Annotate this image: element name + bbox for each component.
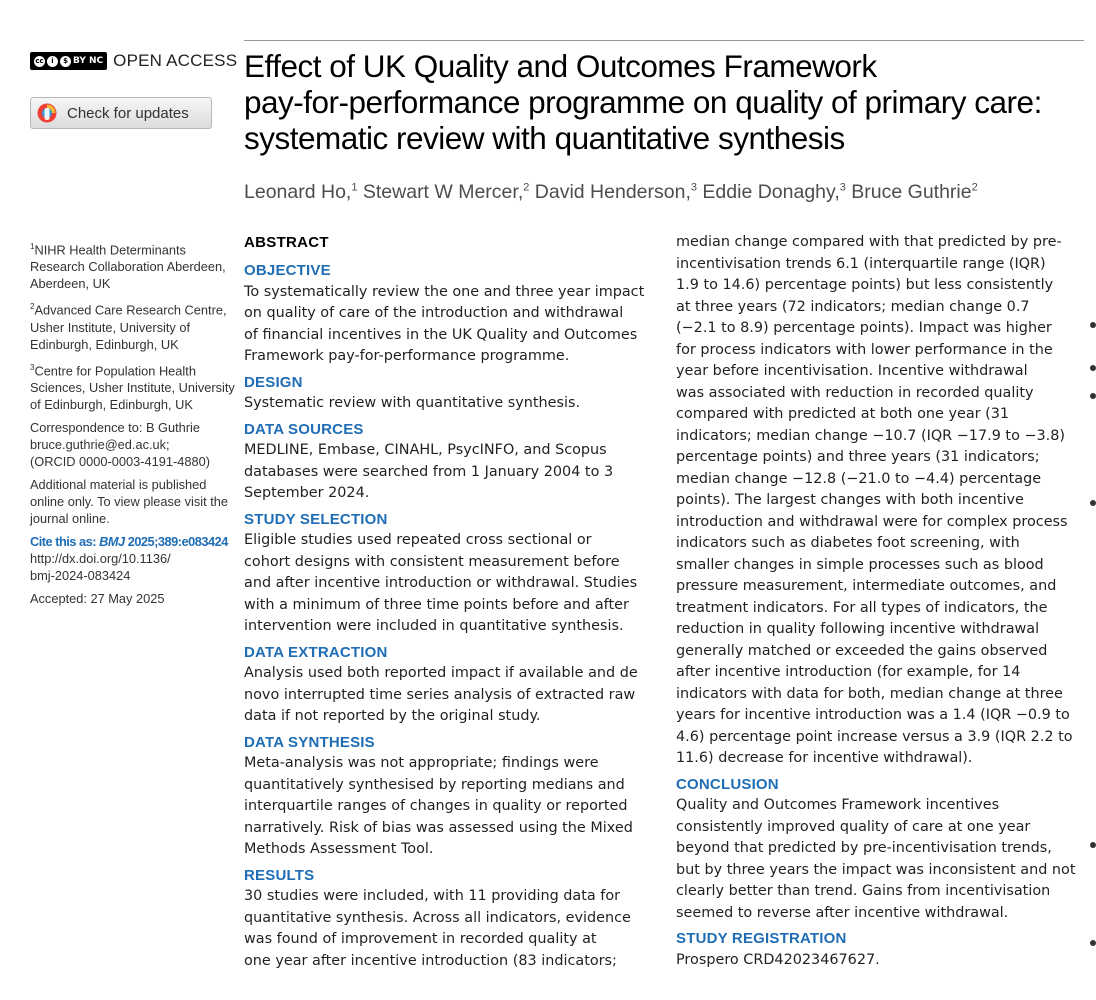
text-line: incentivisation trends 6.1 (interquartile range (IQR) [676,255,1046,272]
check-for-updates-label: Check for updates [67,104,189,122]
author-list [244,181,978,204]
edge-mark [1090,940,1096,946]
text-line: treatment indicators. For all types of indicators, the [676,599,1048,616]
section-body [244,530,654,638]
text-line: quantitative synthesis. Across all indicators, evidence [244,909,631,926]
accepted-date: Accepted: 27 May 2025 [30,590,165,606]
title-line: Effect of UK Quality and Outcomes Framework [244,48,877,84]
section-body [244,663,654,728]
text-line: percentage points) and three years (31 indicators; [676,449,1040,465]
text-line: median change compared with that predicted by pre- [676,234,1062,250]
text-line: generally matched or exceeded the gains observed [676,642,1048,659]
text-line: (−2.1 to 8.9) percentage points). Impact was higher [676,320,1052,336]
text-line: compared with predicted at both one year (31 [676,406,1010,422]
affiliation-marker: 3 [839,181,846,194]
correspondence-label: Correspondence to: [30,419,143,435]
text-line: Systematic review with quantitative synthesis. [244,395,581,411]
affiliation-marker: 2 [971,181,978,194]
section-body [244,440,654,505]
section-body [244,753,654,861]
section-body [676,795,1086,924]
text-line: on quality of care of the introduction and withdrawal [244,305,624,321]
text-line: introduction and withdrawal were for complex process [676,513,1068,530]
correspondence-name: B Guthrie [142,419,201,435]
section-body [244,393,654,415]
text-line: clearly better than trend. Gains from incentivisation [676,883,1051,899]
section-body [244,886,654,972]
correspondence [30,419,236,470]
text-line: reduction in quality following incentive withdrawal [676,621,1040,637]
doi-link[interactable]: bmj-2024-083424 [30,567,131,583]
abstract-heading: ABSTRACT [244,234,329,251]
text-line: of financial incentives in the UK Quality and Outcomes [244,326,638,343]
text-line: narratively. Risk of bias was assessed using the Mixed [244,819,633,836]
edge-mark [1090,393,1096,399]
cc-license-icon: cc i $ BY NC [30,52,107,70]
author-name: Stewart W Mercer, [357,181,524,203]
text-line: years for incentive introduction was a 1.4 (IQR −0.9 to [676,707,1070,723]
section-heading: STUDY REGISTRATION [676,930,847,947]
open-access-label: OPEN ACCESS [113,51,238,70]
text-line: consistently improved quality of care at one year [676,818,1031,835]
text-line: novo interrupted time series analysis of extracted raw [244,686,636,703]
text-line: seemed to reverse after incentive withdrawal. [676,904,1009,921]
text-line: 11.6) decrease for incentive withdrawal). [676,750,973,766]
text-line: for process indicators with lower performance in the [676,341,1053,358]
text-line: Analysis used both reported impact if available and de [244,665,638,681]
text-line: median change −12.8 (−21.0 to −4.4) percentage [676,470,1042,487]
text-line: Eligible studies used repeated cross sectional or [244,532,592,548]
text-line: Framework pay-for-performance programme. [244,348,570,364]
text-line: one year after incentive introduction (83 indicators; [244,952,617,969]
crossmark-icon [37,103,57,123]
text-line: 4.6) percentage point increase versus a 3.9 (IQR 2.2 to [676,728,1073,745]
affiliations-sidebar [30,238,236,613]
cite-journal: BMJ [99,533,125,549]
text-line: 1.9 to 14.6) percentage points) but less consistently [676,277,1054,293]
section-body [676,232,1086,770]
text-line: Quality and Outcomes Framework incentives [676,797,1000,813]
page-edge-marks [1090,0,1096,1000]
text-line: To systematically review the one and three year impact [244,283,645,300]
text-line: indicators with data for both, median change at three [676,685,1063,702]
text-line: September 2024. [244,485,370,501]
author-name: Eddie Donaghy, [697,181,840,203]
section-heading: DESIGN [244,373,303,391]
author-name: Leonard Ho, [244,181,352,203]
edge-mark [1090,365,1096,371]
text-line: cohort designs with consistent measurement before [244,553,620,570]
edge-mark [1090,322,1096,328]
text-line: after incentive introduction (for example, for 14 [676,664,1021,680]
affiliation-marker: 3 [690,181,697,194]
text-line: with a minimum of three time points before and after [244,596,629,613]
cite-label: Cite this as: [30,533,97,549]
text-line: Prospero CRD42023467627. [676,951,880,968]
section-heading: DATA SYNTHESIS [244,733,375,751]
title-line: pay-for-performance programme on quality of primary care: [244,84,1042,120]
text-line: and after incentive introduction or withdrawal. Studies [244,575,638,591]
correspondence-email[interactable]: bruce.guthrie@ed.ac.uk; [30,436,170,452]
affiliation-marker: 2 [523,181,530,194]
text-line: indicators; median change −10.7 (IQR −17.9 to −3.8) [676,427,1066,444]
text-line: was associated with reduction in recorded quality [676,384,1034,401]
doi-link[interactable]: http://dx.doi.org/10.1136/ [30,550,171,566]
abstract-column-1 [244,260,654,976]
section-heading: DATA SOURCES [244,420,364,438]
author-name: Bruce Guthrie [845,181,972,203]
text-line: quantitatively synthesised by reporting medians and [244,776,625,793]
text-line: Meta-analysis was not appropriate; findings were [244,755,599,771]
affiliation: $^2$Advanced Care Research Centre, Usher Institute, University of Edinburgh, Edinburgh, UK [30,302,227,352]
author-name: David Henderson, [529,181,691,203]
text-line: at three years (72 indicators; median change 0.7 [676,298,1030,315]
article-title [244,48,1084,156]
text-line: beyond that predicted by pre-incentivisation trends, [676,840,1052,856]
cite-reference: 2025;389:e083424 [124,533,228,549]
abstract-column-2 [676,232,1086,975]
section-body [676,950,1086,972]
text-line: year before incentivisation. Incentive withdrawal [676,363,1028,379]
text-line: 30 studies were included, with 11 providing data for [244,888,621,904]
text-line: but by three years the impact was inconsistent and not [676,861,1076,878]
text-line: databases were searched from 1 January 2004 to 3 [244,463,614,480]
affiliation-marker: 1 [351,181,358,194]
section-heading: RESULTS [244,866,315,884]
edge-mark [1090,842,1096,848]
open-access-badge [30,51,237,71]
section-heading: OBJECTIVE [244,262,331,279]
section-heading: DATA EXTRACTION [244,643,388,661]
text-line: smaller changes in simple processes such as blood [676,556,1044,573]
citation [30,533,236,584]
orcid-id: (ORCID 0000-0003-4191-4880) [30,453,210,469]
text-line: Methods Assessment Tool. [244,841,434,857]
text-line: MEDLINE, Embase, CINAHL, PsycINFO, and Scopus [244,442,607,458]
header-rule [244,40,1084,41]
section-heading: CONCLUSION [676,775,779,793]
text-line: points). The largest changes with both incentive [676,492,1024,508]
affiliation: $^1$NIHR Health Determinants Research Collaboration Aberdeen, Aberdeen, UK [30,242,226,292]
text-line: data if not reported by the original study. [244,708,541,724]
text-line: pressure measurement, intermediate outcomes, and [676,578,1057,594]
section-body [244,282,654,368]
check-for-updates-button[interactable] [30,97,212,129]
affiliation: $^3$Centre for Population Health Sciences, Usher Institute, University of Edinburgh, Edinburgh, UK [30,362,235,412]
text-line: was found of improvement in recorded quality at [244,931,597,947]
additional-material-note: Additional material is published online only. To view please visit the journal online. [30,476,228,526]
text-line: indicators such as diabetes foot screening, with [676,535,1020,551]
section-heading: STUDY SELECTION [244,510,388,528]
text-line: intervention were included in quantitative synthesis. [244,618,624,634]
title-line: systematic review with quantitative synthesis [244,120,845,156]
edge-mark [1090,500,1096,506]
text-line: interquartile ranges of changes in quality or reported [244,798,628,814]
